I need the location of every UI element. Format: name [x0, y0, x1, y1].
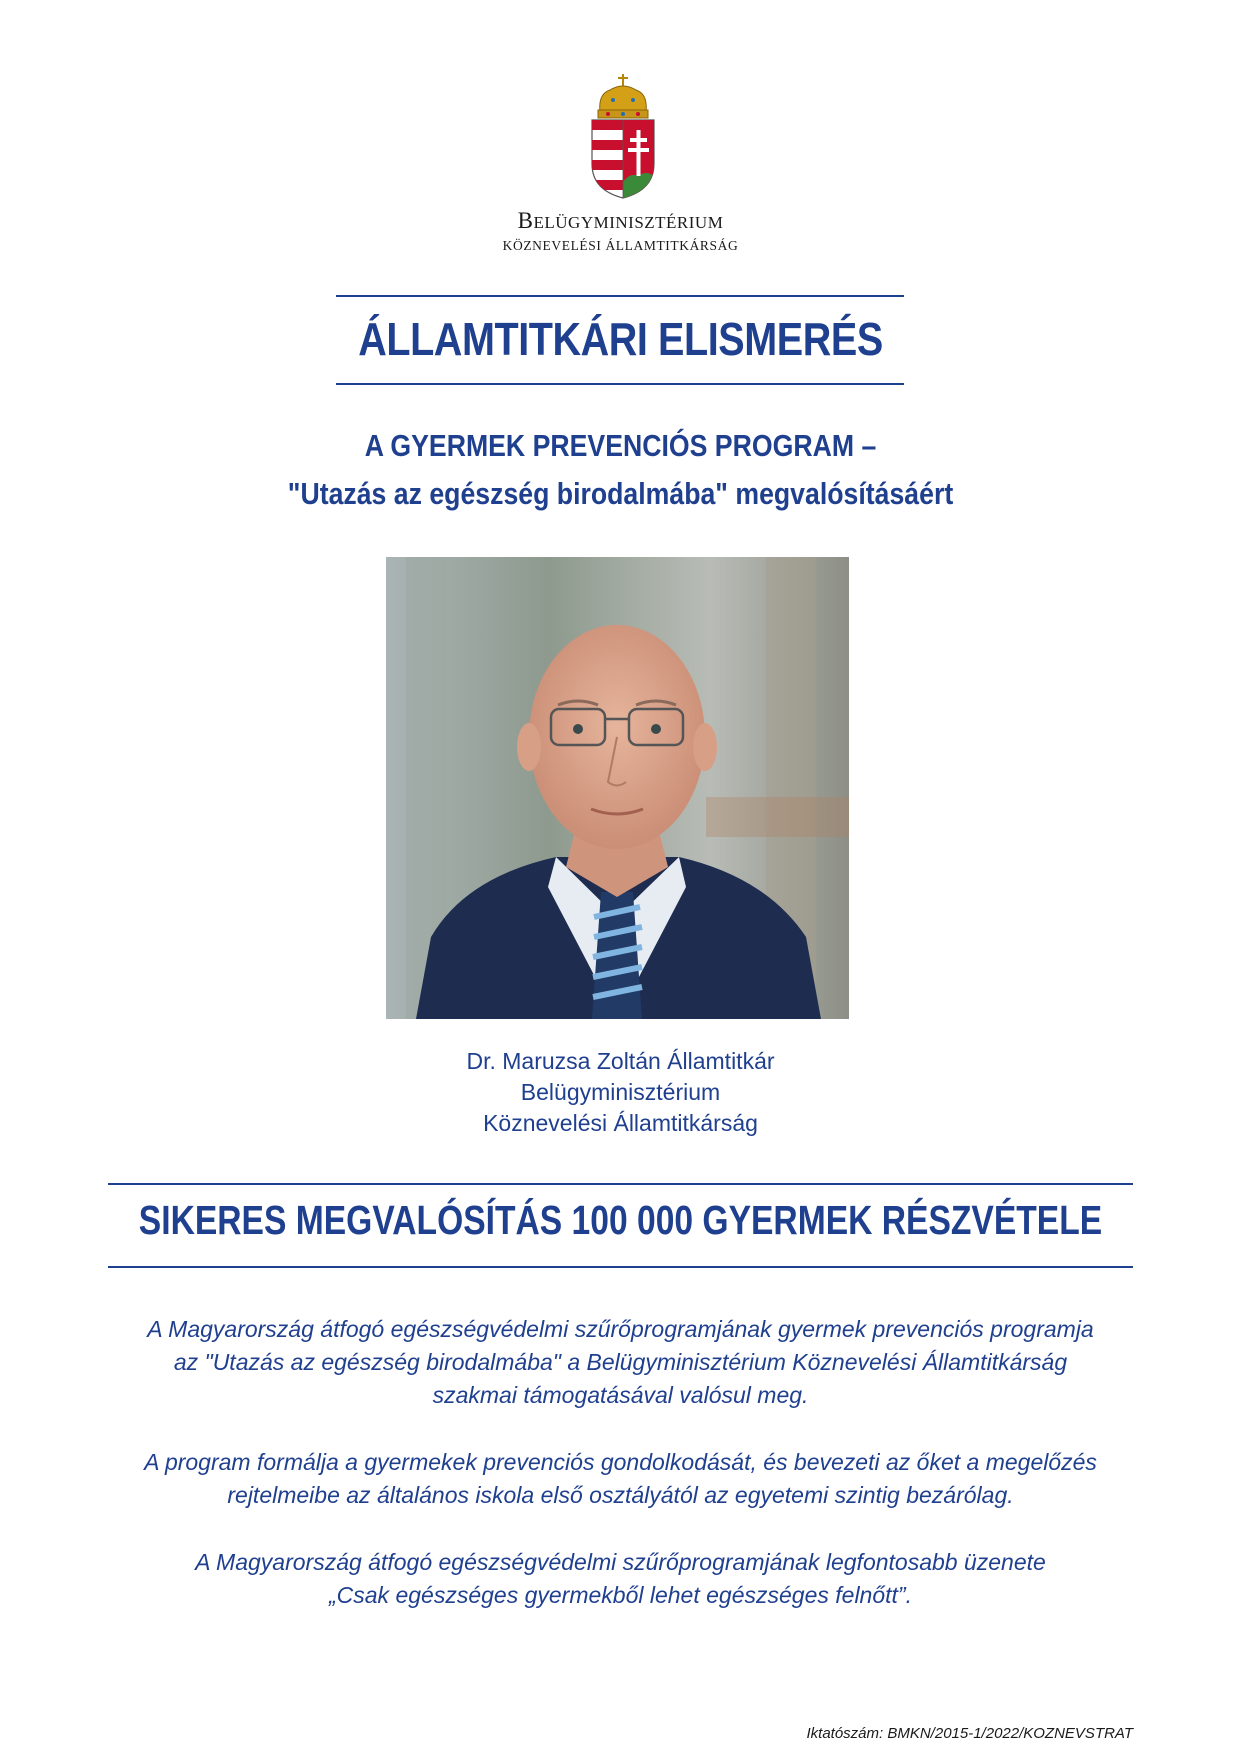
person-ministry: Belügyminisztérium: [520, 1079, 721, 1105]
award-subtitle-line2: "Utazás az egészség birodalmába" megvalósításáért: [287, 476, 954, 511]
shield-icon: [592, 120, 654, 202]
hungarian-coat-of-arms-logo: [588, 72, 658, 202]
award-title: ÁLLAMTITKÁRI ELISMERÉS: [358, 313, 883, 365]
holy-crown-icon: [598, 74, 648, 118]
department-name: KÖZNEVELÉSI ÁLLAMTITKÁRSÁG: [502, 238, 739, 253]
headline: SIKERES MEGVALÓSÍTÁS 100 000 GYERMEK RÉSZVÉTELE: [138, 1197, 1103, 1243]
person-name-title: Dr. Maruzsa Zoltán Államtitkár: [466, 1048, 775, 1074]
ministry-name-initial: B: [517, 208, 534, 233]
paragraph-2: [0, 1446, 1241, 1512]
person-department: Köznevelési Államtitkárság: [483, 1110, 758, 1136]
paragraph-line: A Magyarország átfogó egészségvédelmi szűrőprogramjának gyermek prevenciós programja: [147, 1316, 1094, 1342]
paragraph-line: szakmai támogatásával valósul meg.: [432, 1382, 809, 1408]
paragraph-line: A Magyarország átfogó egészségvédelmi szűrőprogramjának legfontosabb üzenete: [195, 1549, 1046, 1575]
title-bottom-rule: [336, 383, 904, 385]
ministry-name: [0, 208, 1241, 234]
paragraph-line: az "Utazás az egészség birodalmába" a Belügyminisztérium Köznevelési Államtitkárság: [173, 1349, 1068, 1375]
title-top-rule: [336, 295, 904, 297]
reference-number: Iktatószám: BMKN/2015-1/2022/KOZNEVSTRAT: [806, 1725, 1133, 1742]
headline-bottom-rule: [108, 1266, 1133, 1268]
award-subtitle-line1: A GYERMEK PREVENCIÓS PROGRAM –: [364, 428, 877, 463]
paragraph-1: [0, 1313, 1241, 1412]
portrait-photo: [386, 557, 849, 1019]
headline-top-rule: [108, 1183, 1133, 1185]
ministry-name-rest: ELÜGYMINISZTÉRIUM: [533, 213, 724, 232]
paragraph-line: rejtelmeibe az általános iskola első osztályától az egyetemi szintig bezárólag.: [227, 1482, 1014, 1508]
paragraph-3: [0, 1546, 1241, 1612]
paragraph-line: „Csak egészséges gyermekből lehet egészséges felnőtt”.: [329, 1582, 912, 1608]
paragraph-line: A program formálja a gyermekek prevenciós gondolkodását, és bevezeti az őket a megelőzés: [144, 1449, 1097, 1475]
